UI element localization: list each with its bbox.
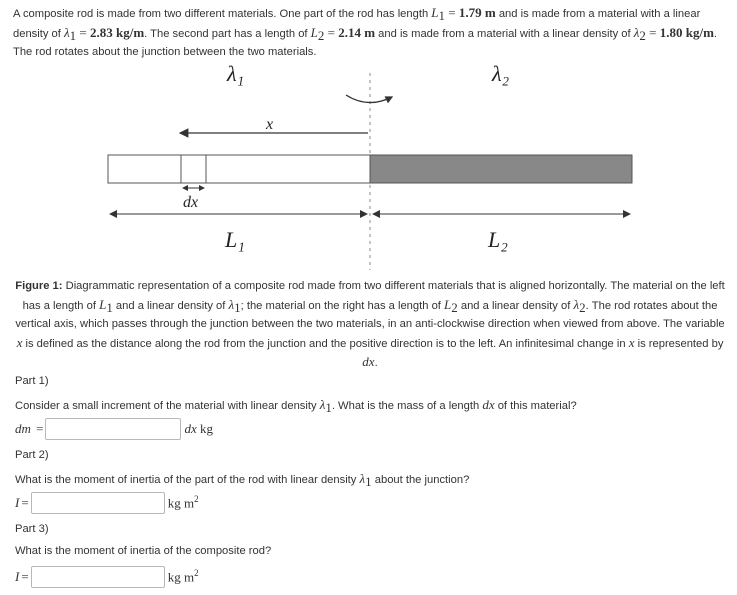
part1-unit: dx kg (184, 421, 214, 436)
part2-question: What is the moment of inertia of the part of the rod with linear density $\lambda_1$ about the junction? (15, 471, 470, 490)
part1-answer-row (15, 418, 213, 440)
composite-rod-diagram (0, 55, 737, 275)
part3-answer-row (15, 566, 199, 588)
part3-question: What is the moment of inertia of the composite rod? (15, 545, 272, 557)
part1-answer-input[interactable] (45, 418, 181, 440)
part2-answer-row (15, 492, 199, 514)
part2-title: Part 2) (15, 449, 49, 461)
L2-label: L₂ (488, 227, 508, 252)
rod-right-material (370, 155, 632, 183)
L1-label: L₁ (225, 227, 245, 252)
part2-unit: kg $m^2$ (167, 494, 199, 511)
part1-lhs: dm = (15, 421, 44, 436)
rod-left-material (108, 155, 370, 183)
dx-label: dx (183, 194, 199, 211)
part2-answer-input[interactable] (31, 492, 165, 514)
x-label: x (266, 116, 274, 133)
part3-unit: kg $m^2$ (167, 568, 199, 585)
part2-lhs: I = (15, 495, 29, 510)
problem-statement: A composite rod is made from two different materials. One part of the rod has length $L_1 = 1.79$ m and is made from a material with a linear density of $\lambda_1 = 2.83$ kg/m. The second part has a length of $L_2 = 2.14$ m and is made from a material with a linear density of $\lambda_2 = 1.80$ kg/m. The rod rotates about the junction between the two materials. (13, 5, 718, 59)
part3-lhs: I = (15, 569, 29, 584)
figure-caption: Figure 1: Diagrammatic representation of a composite rod made from two different materials that is aligned horizontally. The material on the left has a length of $L_1$ and a linear density of $\lambda_1$; the material on the right has a length of $L_2$ and a linear density of $\lambda_2$. The rod rotates about the vertical axis, which passes through the junction between the two materials, in an anti-clockwise direction when viewed from above. The variable x is defined as the distance along the rod from the junction and the positive direction is to the left. An infinitesimal change in x is represented by dx. (15, 280, 725, 370)
part1-question: Consider a small increment of the material with linear density $\lambda_1$. What is the mass of a length dx of this material? (15, 397, 577, 416)
part3-title: Part 3) (15, 523, 49, 535)
part1-title: Part 1) (15, 375, 49, 387)
part3-answer-input[interactable] (31, 566, 165, 588)
lambda2-label: λ₂ (492, 61, 510, 86)
lambda1-label: λ₁ (227, 61, 245, 86)
rotation-arrow (346, 95, 392, 103)
